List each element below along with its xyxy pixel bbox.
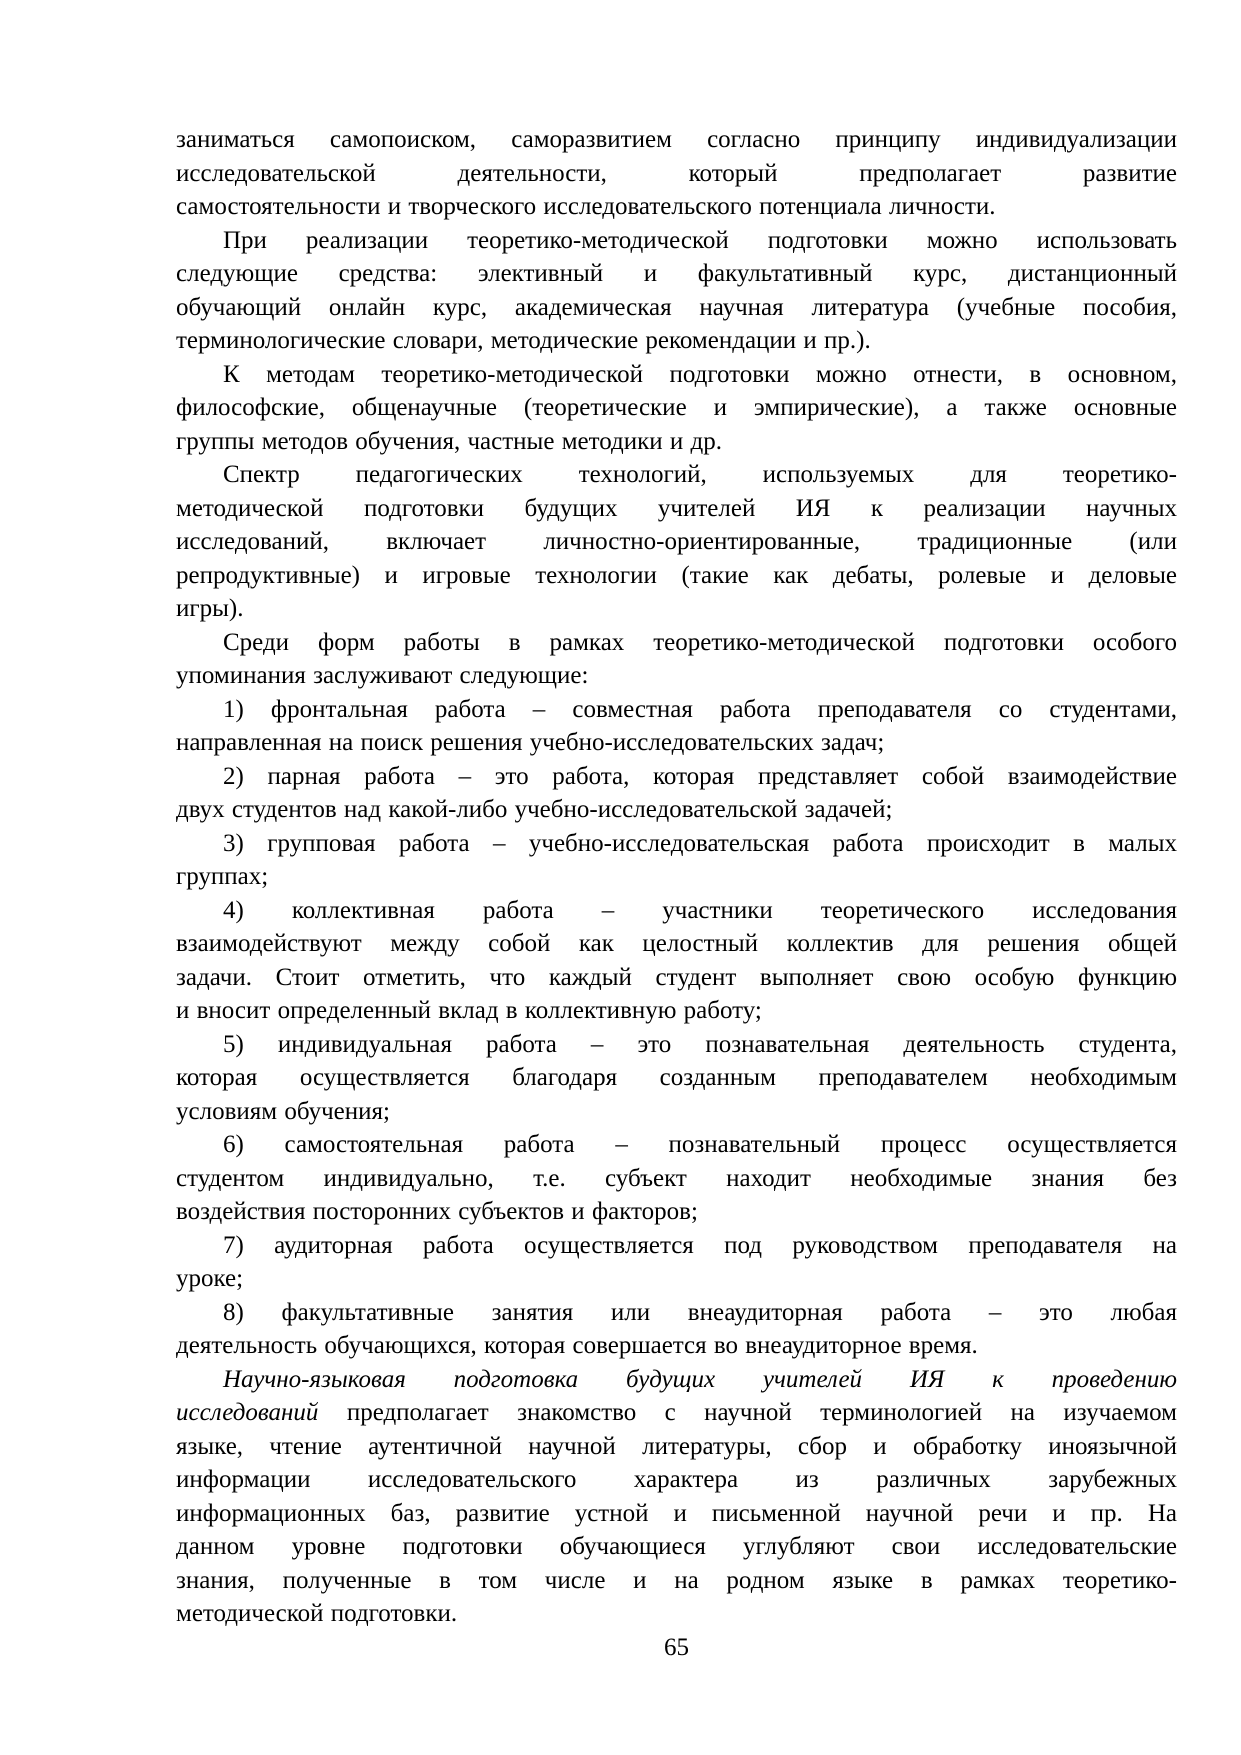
text-line <box>176 994 1177 1028</box>
text-segment: данном уровне подготовки обучающиеся углубляют свои исследовательские <box>176 1533 1177 1560</box>
text-segment: репродуктивные) и игровые технологии (такие как дебаты, ролевые и деловые <box>176 561 1177 589</box>
text-line <box>176 458 1177 492</box>
text-segment: группы методов обучения, частные методики и др. <box>176 427 722 455</box>
text-line <box>176 726 1177 760</box>
text-segment: воздействия посторонних субъектов и факторов; <box>176 1198 698 1225</box>
italic-text-segment: Научно-языковая подготовка будущих учителей ИЯ к проведению <box>223 1365 1177 1393</box>
text-segment: уроке; <box>176 1265 244 1292</box>
text-segment: При реализации теоретико-методической подготовки можно использовать <box>223 226 1177 254</box>
text-line <box>176 1530 1177 1564</box>
italic-text-segment: исследований <box>176 1399 319 1426</box>
text-segment: исследовательской деятельности, который предполагает развитие <box>176 159 1177 187</box>
text-line <box>176 157 1177 191</box>
text-segment: знания, полученные в том числе и на родном языке в рамках теоретико- <box>176 1566 1177 1594</box>
text-segment: группах; <box>176 863 269 890</box>
text-segment: 8) факультативные занятия или внеаудиторная работа – это любая <box>223 1298 1177 1326</box>
text-line <box>176 525 1177 559</box>
text-line <box>176 425 1177 459</box>
text-segment: 5) индивидуальная работа – это познавательная деятельность студента, <box>223 1030 1177 1058</box>
text-line <box>176 559 1177 593</box>
text-segment: двух студентов над какой-либо учебно-исследовательской задачей; <box>176 796 893 823</box>
text-line <box>176 1095 1177 1129</box>
text-segment: терминологические словари, методические рекомендации и пр.). <box>176 327 871 354</box>
text-line <box>176 391 1177 425</box>
text-line <box>176 1028 1177 1062</box>
text-segment: философские, общенаучные (теоретические и эмпирические), а также основные <box>176 394 1177 421</box>
text-line <box>176 693 1177 727</box>
text-segment: Среди форм работы в рамках теоретико-методической подготовки особого <box>223 628 1177 656</box>
text-line <box>176 1497 1177 1531</box>
text-segment: студентом индивидуально, т.е. субъект находит необходимые знания без <box>176 1164 1177 1192</box>
text-line <box>176 291 1177 325</box>
text-line <box>176 1597 1177 1631</box>
text-line <box>176 1162 1177 1196</box>
text-line <box>176 1564 1177 1598</box>
text-segment: 3) групповая работа – учебно-исследовательская работа происходит в малых <box>223 829 1177 857</box>
text-line <box>176 1296 1177 1330</box>
text-line <box>176 1396 1177 1430</box>
text-line <box>176 1229 1177 1263</box>
text-segment: самостоятельности и творческого исследовательского потенциала личности. <box>176 193 996 220</box>
text-line <box>176 1463 1177 1497</box>
text-segment: задачи. Стоит отметить, что каждый студент выполняет свою особую функцию <box>176 963 1177 991</box>
text-line <box>176 592 1177 626</box>
text-line <box>176 123 1177 157</box>
text-line <box>176 224 1177 258</box>
text-segment: методической подготовки будущих учителей ИЯ к реализации научных <box>176 494 1177 522</box>
text-segment: К методам теоретико-методической подготовки можно отнести, в основном, <box>223 360 1177 388</box>
text-line <box>176 659 1177 693</box>
text-line <box>176 793 1177 827</box>
page-number: 65 <box>664 1634 689 1661</box>
text-segment: следующие средства: элективный и факультативный курс, дистанционный <box>176 260 1177 287</box>
text-segment: деятельность обучающихся, которая совершается во внеаудиторное время. <box>176 1332 978 1359</box>
text-line <box>176 1061 1177 1095</box>
text-line <box>176 324 1177 358</box>
text-segment: Спектр педагогических технологий, используемых для теоретико- <box>223 461 1177 488</box>
text-line <box>176 1430 1177 1464</box>
text-segment: заниматься самопоиском, саморазвитием согласно принципу индивидуализации <box>176 126 1177 153</box>
text-line <box>176 927 1177 961</box>
text-line <box>176 626 1177 660</box>
text-block <box>176 123 1177 1631</box>
text-line <box>176 1262 1177 1296</box>
text-segment: 6) самостоятельная работа – познавательный процесс осуществляется <box>223 1131 1177 1158</box>
text-segment: 1) фронтальная работа – совместная работа преподавателя со студентами, <box>223 695 1177 723</box>
text-segment: взаимодействуют между собой как целостный коллектив для решения общей <box>176 930 1177 957</box>
text-segment: обучающий онлайн курс, академическая научная литература (учебные пособия, <box>176 293 1177 321</box>
text-line <box>176 358 1177 392</box>
text-line <box>176 827 1177 861</box>
text-segment: информационных баз, развитие устной и письменной научной речи и пр. На <box>176 1499 1177 1527</box>
text-segment: 2) парная работа – это работа, которая представляет собой взаимодействие <box>223 762 1177 790</box>
text-line <box>176 1195 1177 1229</box>
text-line <box>176 894 1177 928</box>
text-line <box>176 257 1177 291</box>
text-segment: игры). <box>176 595 244 622</box>
text-segment: информации исследовательского характера из различных зарубежных <box>176 1466 1177 1493</box>
text-segment: языке, чтение аутентичной научной литературы, сбор и обработку иноязычной <box>176 1432 1177 1460</box>
text-line <box>176 961 1177 995</box>
text-line <box>176 1329 1177 1363</box>
text-segment: условиям обучения; <box>176 1097 390 1125</box>
text-line <box>176 190 1177 224</box>
text-segment: предполагает знакомство с научной терминологией на изучаемом <box>318 1399 1177 1426</box>
text-line <box>176 1363 1177 1397</box>
text-segment: которая осуществляется благодаря созданным преподавателем необходимым <box>176 1064 1177 1091</box>
text-segment: упоминания заслуживают следующие: <box>176 662 589 689</box>
text-line <box>176 1128 1177 1162</box>
text-line <box>176 492 1177 526</box>
text-segment: направленная на поиск решения учебно-исследовательских задач; <box>176 729 885 756</box>
text-segment: 4) коллективная работа – участники теоретического исследования <box>223 896 1177 924</box>
text-segment: 7) аудиторная работа осуществляется под руководством преподавателя на <box>223 1231 1177 1259</box>
text-segment: методической подготовки. <box>176 1600 458 1627</box>
text-line <box>176 860 1177 894</box>
text-line <box>176 760 1177 794</box>
text-segment: и вносит определенный вклад в коллективную работу; <box>176 997 762 1024</box>
text-segment: исследований, включает личностно-ориентированные, традиционные (или <box>176 528 1177 555</box>
